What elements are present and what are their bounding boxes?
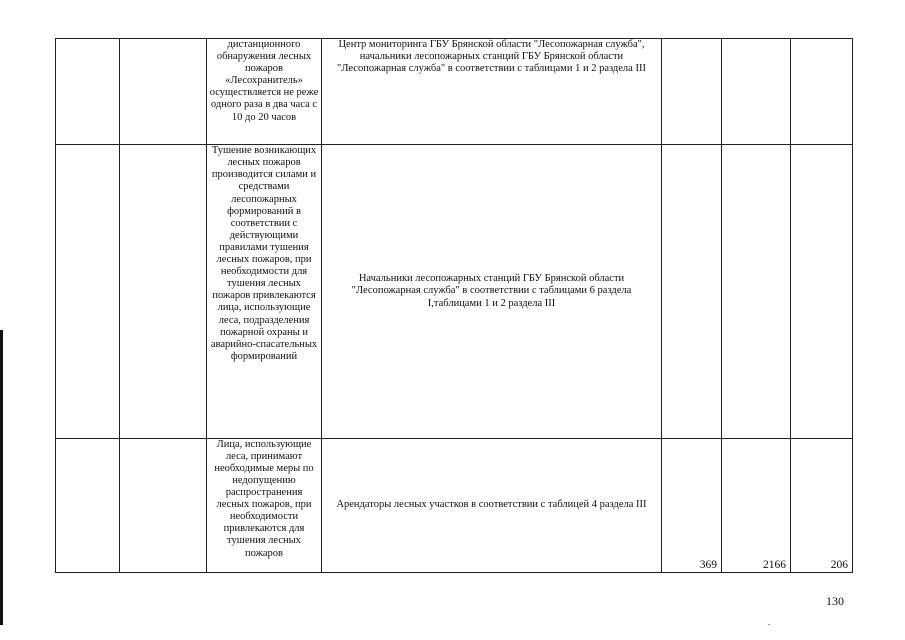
- table-row: [56, 39, 853, 145]
- value-cell-3: 206: [791, 438, 853, 572]
- value-cell-2: [722, 145, 791, 439]
- value-cell-1: [662, 145, 722, 439]
- table-row: [56, 438, 853, 572]
- responsible-cell: Центр мониторинга ГБУ Брянской области "Лесопожарная служба", начальники лесопожарных станций ГБУ Брянской области "Лесопожарная служба" в соответствии с таблицами 1 и 2 раздела III: [322, 39, 662, 145]
- value-cell-2: 2166: [722, 438, 791, 572]
- measure-cell: дистанционного обнаружения лесных пожаров «Лесохранитель» осуществляется не реже одного раза в два часа с 10 до 20 часов: [207, 39, 322, 145]
- empty-cell: [56, 39, 120, 145]
- value-cell-3: [791, 39, 853, 145]
- empty-cell: [120, 438, 207, 572]
- measure-cell: Лица, использующие леса, принимают необходимые меры по недопущению распространения лесных пожаров, при необходимости привлекаются для тушения лесных пожаров: [207, 438, 322, 572]
- value-cell-1: [662, 39, 722, 145]
- scan-edge-mark: [0, 330, 3, 625]
- empty-cell: [56, 145, 120, 439]
- value-cell-3: [791, 145, 853, 439]
- responsible-cell: Начальники лесопожарных станций ГБУ Брянской области "Лесопожарная служба" в соответствии с таблицами 6 раздела I,таблицами 1 и 2 раздела III: [322, 145, 662, 439]
- fire-measures-table: [55, 38, 853, 573]
- empty-cell: [120, 39, 207, 145]
- empty-cell: [56, 438, 120, 572]
- table-row: [56, 145, 853, 439]
- empty-cell: [120, 145, 207, 439]
- page-number: 130: [826, 594, 844, 608]
- scan-speck: [768, 624, 770, 625]
- measure-cell: Тушение возникающих лесных пожаров производится силами и средствами лесопожарных формирований в соответствии с действующими правилами тушения лесных пожаров, при необходимости для тушения лесных пожаров привлекаются лица, использующие леса, подразделения пожарной охраны и аварийно-спасательных формирований: [207, 145, 322, 439]
- value-cell-2: [722, 39, 791, 145]
- responsible-cell: Арендаторы лесных участков в соответствии с таблицей 4 раздела III: [322, 438, 662, 572]
- value-cell-1: 369: [662, 438, 722, 572]
